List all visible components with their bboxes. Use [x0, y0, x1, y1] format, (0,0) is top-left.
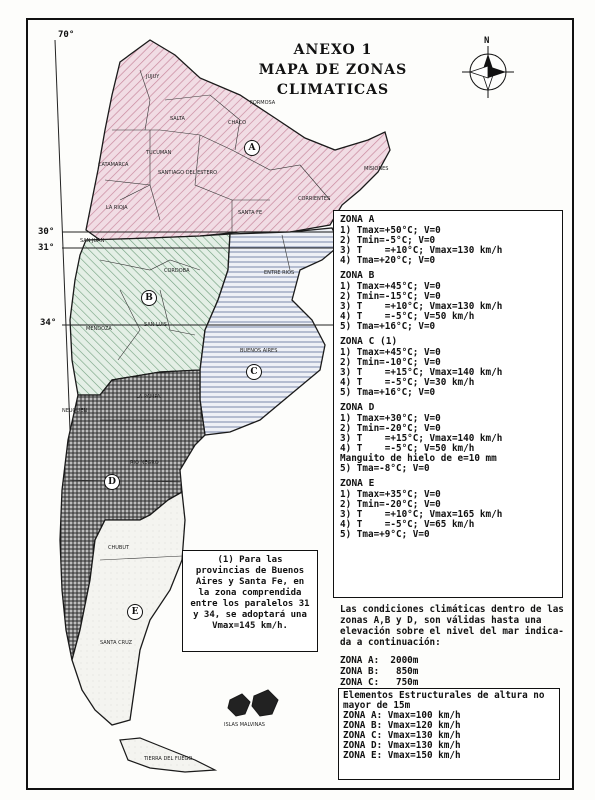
province-label-corrientes: CORRIENTES	[298, 196, 331, 202]
structural-header-line: Elementos Estructurales de altura no	[343, 690, 545, 701]
province-label-catamarca: CATAMARCA	[98, 162, 129, 168]
province-label-islas-malvinas: ISLAS MALVINAS	[224, 722, 265, 728]
province-label-entre-rios: ENTRE RIOS	[264, 270, 295, 276]
zone-c-condition: 2) Tmin=-10°C; V=0	[340, 357, 441, 368]
parallel-label-30: 30°	[38, 227, 55, 237]
zone-d-condition: 2) Tmin=-20°C; V=0	[340, 423, 441, 434]
map-title-line2: MAPA DE ZONAS	[258, 62, 408, 78]
elevation-zone-b: ZONA B: 850m	[340, 666, 419, 677]
tierra-del-fuego-island	[120, 738, 215, 772]
province-label-salta: SALTA	[170, 116, 185, 122]
elevation-zone-c: ZONA C: 750m	[340, 677, 419, 688]
zone-c-block	[340, 337, 556, 398]
province-label-la-pampa: LA PAMPA	[136, 394, 161, 400]
conditions-text-line: zonas A,B y D, son válidas hasta una	[340, 615, 542, 626]
structural-row: ZONA B: Vmax=120 km/h	[343, 720, 461, 731]
zone-d-condition: 1) Tmax=+30°C; V=0	[340, 413, 441, 424]
zone-e-condition: 4) T =-5°C; V=65 km/h	[340, 519, 475, 530]
province-label-chubut: CHUBUT	[108, 545, 130, 551]
zone-d-condition: 3) T =+15°C; Vmax=140 km/h	[340, 433, 503, 444]
zone-marker-c: C	[246, 364, 262, 380]
province-label-san-luis: SAN LUIS	[144, 322, 167, 328]
zone-e-condition: 3) T =+10°C; Vmax=165 km/h	[340, 509, 503, 520]
zone-d-block	[340, 403, 556, 474]
zone-b-condition: 1) Tmax=+45°C; V=0	[340, 281, 441, 292]
province-label-buenos-aires: BUENOS AIRES	[240, 348, 278, 354]
zone-e-condition: 5) Tma=+9°C; V=0	[340, 529, 430, 540]
compass-rose-icon	[462, 46, 514, 98]
province-label-formosa: FORMOSA	[250, 100, 276, 106]
province-label-cordoba: CORDOBA	[164, 268, 190, 274]
conditions-text-line: da a continuación:	[340, 637, 441, 648]
province-label-santa-fe: SANTA FE	[238, 210, 263, 216]
structural-row: ZONA C: Vmax=130 km/h	[343, 730, 461, 741]
zone-b-heading: ZONA B	[340, 270, 375, 281]
zone-c-condition: 4) T =-5°C; V=30 km/h	[340, 377, 475, 388]
zone-c-condition: 1) Tmax=+45°C; V=0	[340, 347, 441, 358]
zone-d-condition: 4) T =-5°C; V=50 km/h	[340, 443, 475, 454]
islas-malvinas-island-east	[252, 690, 278, 716]
zone-a-heading: ZONA A	[340, 214, 375, 225]
zone-a-block	[340, 215, 556, 266]
zone-e-condition: 1) Tmax=+35°C; V=0	[340, 489, 441, 500]
zone-d-heading: ZONA D	[340, 402, 375, 413]
parallel-label-34: 34°	[40, 318, 57, 328]
province-label-neuquen: NEUQUEN	[62, 408, 88, 414]
province-label-tucuman: TUCUMAN	[146, 150, 172, 156]
islas-malvinas-island-west	[228, 694, 250, 716]
structural-row: ZONA E: Vmax=150 km/h	[343, 750, 461, 761]
zone-marker-d: D	[104, 474, 120, 490]
province-label-san-juan: SAN JUAN	[80, 238, 105, 244]
footnote-box	[182, 550, 318, 652]
footnote-text: (1) Para las provincias de Buenos Aires y Santa Fe, en la zona comprendida entre los paralelos 31 y 34, se adoptará una Vmax=145 km/h.	[190, 555, 310, 631]
zone-e-condition: 2) Tmin=-20°C; V=0	[340, 499, 441, 510]
zone-e-heading: ZONA E	[340, 478, 375, 489]
zone-c-condition: 5) Tma=+16°C; V=0	[340, 387, 436, 398]
conditions-text-line: Las condiciones climáticas dentro de las	[340, 604, 564, 615]
parallel-label-31: 31°	[38, 243, 55, 253]
zone-d-condition: 5) Tma=-8°C; V=0	[340, 463, 430, 474]
map-title-line1: ANEXO 1	[293, 42, 373, 58]
province-label-santiago-del-estero: SANTIAGO DEL ESTERO	[158, 170, 218, 176]
meridian-70	[55, 40, 70, 430]
zone-b-condition: 4) T =-5°C; V=50 km/h	[340, 311, 475, 322]
compass-north-label: N	[484, 36, 490, 46]
zone-c-heading: ZONA C (1)	[340, 336, 398, 347]
zone-conditions-legend	[333, 210, 563, 598]
province-label-la-rioja: LA RIOJA	[106, 205, 128, 211]
zone-a-condition: 1) Tmax=+50°C; V=0	[340, 225, 441, 236]
conditions-text-line: elevación sobre el nivel del mar indica-	[340, 626, 564, 637]
province-label-tierra-del-fuego: TIERRA DEL FUEGO	[144, 756, 193, 762]
province-label-santa-cruz: SANTA CRUZ	[100, 640, 133, 646]
map-title-line3: CLIMATICAS	[276, 82, 390, 98]
structural-row: ZONA D: Vmax=130 km/h	[343, 740, 461, 751]
meridian-label-70: 70°	[58, 30, 75, 40]
province-label-misiones: MISIONES	[364, 166, 389, 172]
zone-e-block	[340, 479, 556, 540]
province-label-jujuy: JUJUY	[146, 74, 160, 80]
elevation-zone-a: ZONA A: 2000m	[340, 655, 419, 666]
province-label-rio-negro: RIO NEGRO	[130, 460, 159, 466]
province-label-mendoza: MENDOZA	[86, 326, 112, 332]
zone-b-block	[340, 271, 556, 332]
zone-b-condition: 3) T =+10°C; Vmax=130 km/h	[340, 301, 503, 312]
zone-marker-b: B	[141, 290, 157, 306]
zone-a-condition: 3) T =+10°C; Vmax=130 km/h	[340, 245, 503, 256]
structural-elements-box	[338, 688, 560, 780]
zone-b-condition: 5) Tma=+16°C; V=0	[340, 321, 436, 332]
zone-marker-e: E	[127, 604, 143, 620]
province-label-chaco: CHACO	[228, 120, 247, 126]
structural-row: ZONA A: Vmax=100 km/h	[343, 710, 461, 721]
zone-marker-a: A	[244, 140, 260, 156]
zone-b-condition: 2) Tmin=-15°C; V=0	[340, 291, 441, 302]
structural-header-line: mayor de 15m	[343, 700, 411, 711]
zone-d-ice-sleeve-note: Manguito de hielo de e=10 mm	[340, 453, 497, 464]
zone-a-condition: 2) Tmin=-5°C; V=0	[340, 235, 436, 246]
zone-a-condition: 4) Tma=+20°C; V=0	[340, 255, 436, 266]
zone-c-condition: 3) T =+15°C; Vmax=140 km/h	[340, 367, 503, 378]
